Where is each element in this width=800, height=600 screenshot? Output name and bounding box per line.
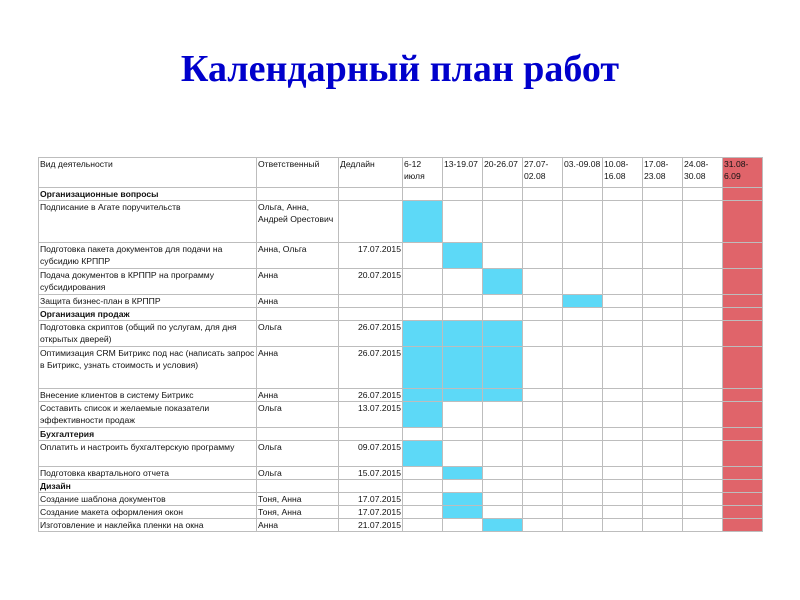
week-cell	[603, 295, 643, 308]
owner-cell: Анна	[257, 269, 339, 295]
deadline-cell: 26.07.2015	[339, 389, 403, 402]
section-title: Дизайн	[39, 480, 257, 493]
week-cell	[603, 493, 643, 506]
last-week-cell	[723, 269, 763, 295]
section-title: Бухгалтерия	[39, 428, 257, 441]
week-cell	[523, 269, 563, 295]
empty-cell	[603, 480, 643, 493]
week-cell	[643, 402, 683, 428]
week-cell	[603, 347, 643, 389]
week-cell	[643, 519, 683, 532]
last-week-cell	[723, 347, 763, 389]
activity-cell: Подготовка скриптов (общий по услугам, для дня открытых дверей)	[39, 321, 257, 347]
last-week-cell	[723, 428, 763, 441]
task-row	[39, 389, 763, 402]
empty-cell	[683, 308, 723, 321]
empty-cell	[523, 428, 563, 441]
deadline-cell: 09.07.2015	[339, 441, 403, 467]
empty-cell	[563, 188, 603, 201]
empty-cell	[257, 308, 339, 321]
week-cell	[523, 467, 563, 480]
empty-cell	[403, 428, 443, 441]
header-week: 17.08-23.08	[643, 158, 683, 188]
week-cell	[603, 269, 643, 295]
week-cell	[523, 243, 563, 269]
empty-cell	[443, 480, 483, 493]
week-cell	[603, 201, 643, 243]
page-title: Календарный план работ	[180, 48, 620, 90]
week-cell	[563, 201, 603, 243]
active-week-cell	[443, 506, 483, 519]
week-cell	[443, 441, 483, 467]
last-week-cell	[723, 295, 763, 308]
active-week-cell	[443, 389, 483, 402]
week-cell	[563, 389, 603, 402]
activity-cell: Создание шаблона документов	[39, 493, 257, 506]
activity-cell: Создание макета оформления окон	[39, 506, 257, 519]
owner-cell: Ольга	[257, 402, 339, 428]
last-week-cell	[723, 467, 763, 480]
active-week-cell	[403, 389, 443, 402]
week-cell	[683, 347, 723, 389]
week-cell	[523, 506, 563, 519]
activity-cell: Подача документов в КРППР на программу субсидирования	[39, 269, 257, 295]
week-cell	[683, 402, 723, 428]
week-cell	[643, 295, 683, 308]
header-week: 03.-09.08	[563, 158, 603, 188]
activity-cell: Подготовка квартального отчета	[39, 467, 257, 480]
header-week: 13-19.07	[443, 158, 483, 188]
deadline-cell: 20.07.2015	[339, 269, 403, 295]
week-cell	[443, 519, 483, 532]
week-cell	[643, 269, 683, 295]
empty-cell	[483, 480, 523, 493]
week-cell	[643, 441, 683, 467]
header-week: 31.08-6.09	[723, 158, 763, 188]
active-week-cell	[403, 201, 443, 243]
header-activity: Вид деятельности	[39, 158, 257, 188]
empty-cell	[443, 188, 483, 201]
week-cell	[403, 243, 443, 269]
empty-cell	[443, 428, 483, 441]
deadline-cell: 13.07.2015	[339, 402, 403, 428]
activity-cell: Внесение клиентов в систему Битрикс	[39, 389, 257, 402]
week-cell	[563, 519, 603, 532]
empty-cell	[683, 188, 723, 201]
last-week-cell	[723, 308, 763, 321]
week-cell	[403, 269, 443, 295]
task-row	[39, 201, 763, 243]
deadline-cell: 26.07.2015	[339, 321, 403, 347]
week-cell	[523, 389, 563, 402]
empty-cell	[257, 480, 339, 493]
owner-cell: Тоня, Анна	[257, 493, 339, 506]
deadline-cell	[339, 201, 403, 243]
empty-cell	[603, 308, 643, 321]
deadline-cell: 15.07.2015	[339, 467, 403, 480]
empty-cell	[603, 188, 643, 201]
empty-cell	[523, 308, 563, 321]
active-week-cell	[403, 347, 443, 389]
task-row	[39, 295, 763, 308]
week-cell	[563, 467, 603, 480]
week-cell	[563, 243, 603, 269]
activity-cell: Составить список и желаемые показатели эффективности продаж	[39, 402, 257, 428]
empty-cell	[643, 188, 683, 201]
empty-cell	[339, 188, 403, 201]
task-row	[39, 467, 763, 480]
week-cell	[603, 519, 643, 532]
week-cell	[483, 243, 523, 269]
active-week-cell	[483, 269, 523, 295]
week-cell	[443, 269, 483, 295]
week-cell	[403, 506, 443, 519]
week-cell	[563, 269, 603, 295]
week-cell	[683, 519, 723, 532]
week-cell	[683, 201, 723, 243]
week-cell	[483, 506, 523, 519]
empty-cell	[483, 428, 523, 441]
owner-cell: Анна	[257, 389, 339, 402]
week-cell	[483, 441, 523, 467]
active-week-cell	[483, 321, 523, 347]
week-cell	[603, 321, 643, 347]
week-cell	[403, 467, 443, 480]
week-cell	[403, 493, 443, 506]
week-cell	[483, 467, 523, 480]
task-row	[39, 441, 763, 467]
week-cell	[643, 506, 683, 519]
empty-cell	[563, 480, 603, 493]
last-week-cell	[723, 480, 763, 493]
activity-cell: Оптимизация CRM Битрикс под нас (написать запрос в Битрикс, узнать стоимость и условия)	[39, 347, 257, 389]
empty-cell	[643, 428, 683, 441]
active-week-cell	[443, 493, 483, 506]
active-week-cell	[483, 347, 523, 389]
section-row	[39, 308, 763, 321]
week-cell	[523, 402, 563, 428]
week-cell	[683, 269, 723, 295]
owner-cell: Ольга	[257, 441, 339, 467]
last-week-cell	[723, 441, 763, 467]
schedule-table	[38, 157, 763, 532]
week-cell	[683, 441, 723, 467]
active-week-cell	[443, 243, 483, 269]
empty-cell	[403, 308, 443, 321]
week-cell	[523, 295, 563, 308]
task-row	[39, 269, 763, 295]
week-cell	[523, 347, 563, 389]
task-row	[39, 402, 763, 428]
empty-cell	[443, 308, 483, 321]
empty-cell	[257, 188, 339, 201]
section-row	[39, 188, 763, 201]
week-cell	[683, 243, 723, 269]
header-week: 24.08-30.08	[683, 158, 723, 188]
week-cell	[443, 201, 483, 243]
header-week: 20-26.07	[483, 158, 523, 188]
empty-cell	[403, 480, 443, 493]
empty-cell	[683, 428, 723, 441]
week-cell	[443, 402, 483, 428]
week-cell	[603, 402, 643, 428]
active-week-cell	[403, 321, 443, 347]
week-cell	[683, 295, 723, 308]
empty-cell	[339, 428, 403, 441]
deadline-cell: 17.07.2015	[339, 506, 403, 519]
section-title: Организация продаж	[39, 308, 257, 321]
active-week-cell	[563, 295, 603, 308]
active-week-cell	[483, 389, 523, 402]
task-row	[39, 243, 763, 269]
empty-cell	[683, 480, 723, 493]
week-cell	[403, 519, 443, 532]
schedule-table-body	[39, 158, 763, 532]
week-cell	[683, 389, 723, 402]
task-row	[39, 347, 763, 389]
week-cell	[563, 402, 603, 428]
week-cell	[603, 441, 643, 467]
empty-cell	[563, 428, 603, 441]
week-cell	[643, 201, 683, 243]
active-week-cell	[403, 441, 443, 467]
week-cell	[643, 321, 683, 347]
deadline-cell: 17.07.2015	[339, 243, 403, 269]
week-cell	[563, 321, 603, 347]
activity-cell: Подготовка пакета документов для подачи на субсидию КРППР	[39, 243, 257, 269]
empty-cell	[643, 308, 683, 321]
week-cell	[483, 201, 523, 243]
owner-cell: Ольга, Анна, Андрей Орестович	[257, 201, 339, 243]
header-owner: Ответственный	[257, 158, 339, 188]
week-cell	[523, 441, 563, 467]
last-week-cell	[723, 402, 763, 428]
week-cell	[603, 467, 643, 480]
empty-cell	[483, 308, 523, 321]
deadline-cell: 26.07.2015	[339, 347, 403, 389]
last-week-cell	[723, 201, 763, 243]
empty-cell	[339, 480, 403, 493]
empty-cell	[403, 188, 443, 201]
task-row	[39, 519, 763, 532]
last-week-cell	[723, 188, 763, 201]
empty-cell	[643, 480, 683, 493]
section-row	[39, 428, 763, 441]
active-week-cell	[483, 519, 523, 532]
task-row	[39, 506, 763, 519]
header-row	[39, 158, 763, 188]
week-cell	[603, 389, 643, 402]
week-cell	[563, 506, 603, 519]
week-cell	[483, 402, 523, 428]
week-cell	[643, 347, 683, 389]
header-week: 27.07-02.08	[523, 158, 563, 188]
last-week-cell	[723, 493, 763, 506]
week-cell	[603, 506, 643, 519]
last-week-cell	[723, 519, 763, 532]
last-week-cell	[723, 243, 763, 269]
deadline-cell: 21.07.2015	[339, 519, 403, 532]
last-week-cell	[723, 321, 763, 347]
empty-cell	[257, 428, 339, 441]
empty-cell	[603, 428, 643, 441]
empty-cell	[523, 188, 563, 201]
week-cell	[643, 467, 683, 480]
week-cell	[563, 493, 603, 506]
week-cell	[483, 493, 523, 506]
week-cell	[683, 467, 723, 480]
week-cell	[523, 321, 563, 347]
week-cell	[523, 519, 563, 532]
header-week: 6-12 июля	[403, 158, 443, 188]
task-row	[39, 493, 763, 506]
week-cell	[563, 441, 603, 467]
week-cell	[643, 389, 683, 402]
owner-cell: Анна, Ольга	[257, 243, 339, 269]
week-cell	[403, 295, 443, 308]
empty-cell	[483, 188, 523, 201]
activity-cell: Подписание в Агате поручительств	[39, 201, 257, 243]
week-cell	[523, 493, 563, 506]
header-week: 10.08-16.08	[603, 158, 643, 188]
owner-cell: Ольга	[257, 321, 339, 347]
owner-cell: Анна	[257, 519, 339, 532]
owner-cell: Анна	[257, 295, 339, 308]
active-week-cell	[403, 402, 443, 428]
owner-cell: Тоня, Анна	[257, 506, 339, 519]
section-row	[39, 480, 763, 493]
week-cell	[683, 321, 723, 347]
week-cell	[683, 493, 723, 506]
week-cell	[643, 493, 683, 506]
activity-cell: Оплатить и настроить бухгалтерскую программу	[39, 441, 257, 467]
week-cell	[443, 295, 483, 308]
active-week-cell	[443, 347, 483, 389]
activity-cell: Защита бизнес-план в КРППР	[39, 295, 257, 308]
last-week-cell	[723, 506, 763, 519]
week-cell	[643, 243, 683, 269]
last-week-cell	[723, 389, 763, 402]
deadline-cell	[339, 295, 403, 308]
week-cell	[523, 201, 563, 243]
activity-cell: Изготовление и наклейка пленки на окна	[39, 519, 257, 532]
section-title: Организационные вопросы	[39, 188, 257, 201]
week-cell	[603, 243, 643, 269]
week-cell	[563, 347, 603, 389]
owner-cell: Анна	[257, 347, 339, 389]
empty-cell	[563, 308, 603, 321]
empty-cell	[339, 308, 403, 321]
week-cell	[483, 295, 523, 308]
task-row	[39, 321, 763, 347]
active-week-cell	[443, 321, 483, 347]
owner-cell: Ольга	[257, 467, 339, 480]
active-week-cell	[443, 467, 483, 480]
header-deadline: Дедлайн	[339, 158, 403, 188]
empty-cell	[523, 480, 563, 493]
deadline-cell: 17.07.2015	[339, 493, 403, 506]
week-cell	[683, 506, 723, 519]
